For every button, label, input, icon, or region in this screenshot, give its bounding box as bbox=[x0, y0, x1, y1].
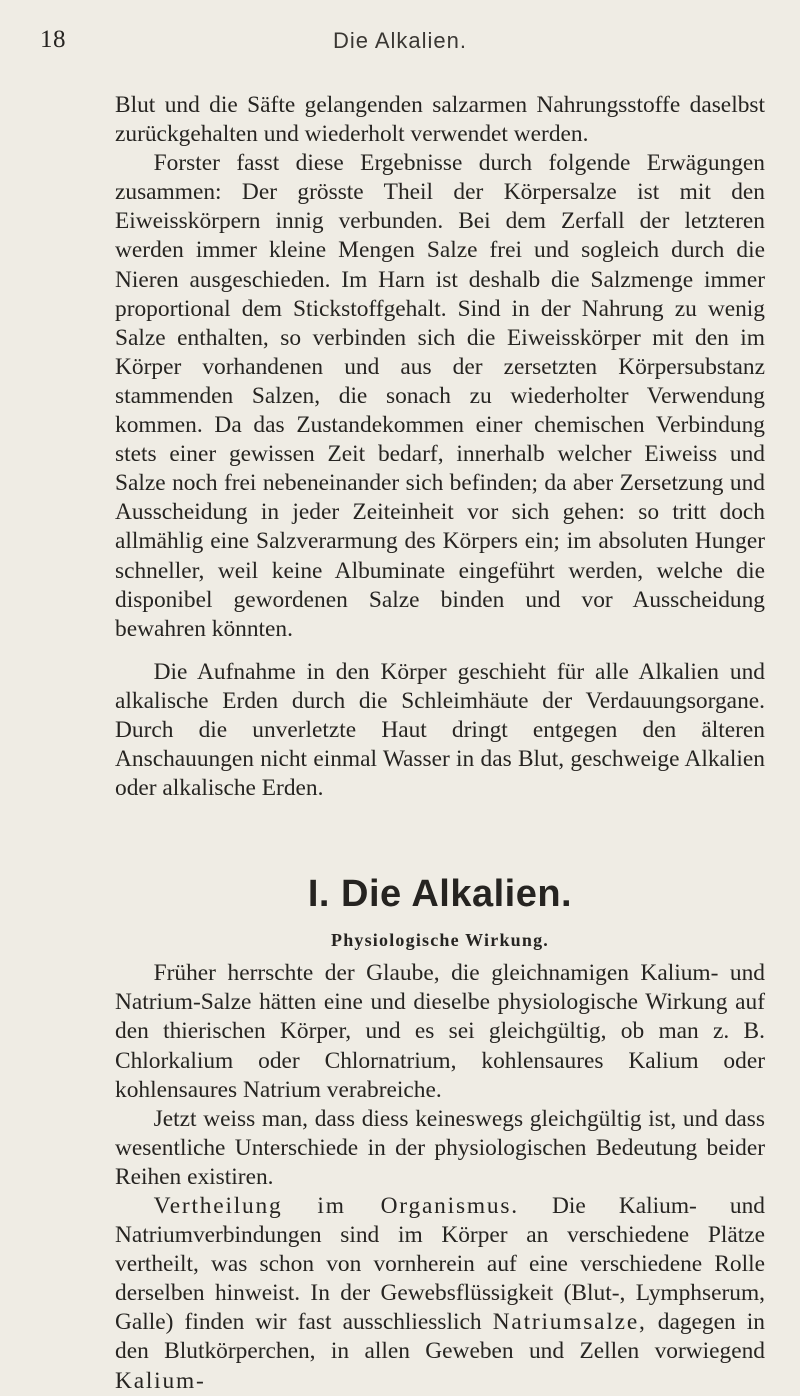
page-number: 18 bbox=[40, 26, 66, 53]
section-subheading: Physiologische Wirkung. bbox=[331, 930, 549, 951]
emphasis-kalium: Kalium- bbox=[115, 1367, 206, 1394]
running-head bbox=[0, 26, 800, 62]
paragraph-frueher: Früher herrschte der Glaube, die gleichnamigen Kalium- und Natrium-Salze hätten eine und dieselbe physiologische Wirkung auf den thierischen Körper, und es sei gleichgültig, ob man z. B. Chlorkalium oder Chlornatrium, kohlensaures Kalium oder kohlensaures Natrium verabreiche. bbox=[115, 960, 765, 1103]
paragraph-jetzt: Jetzt weiss man, dass diess keineswegs gleichgültig ist, und dass wesentliche Unterschiede in der physiologischen Bedeutung beider Reihen existiren. bbox=[115, 1105, 765, 1190]
paragraph-forster: Forster fasst diese Ergebnisse durch folgende Erwägungen zusammen: Der grösste Theil der Körpersalze ist mit den Eiweisskörpern innig verbunden. Bei dem Zerfall der letzteren werden immer kleine Mengen Salze frei und sogleich durch die Nieren ausgeschieden. Im Harn ist deshalb die Salzmenge immer proportional dem Stickstoffgehalt. Sind in der Nahrung zu wenig Salze enthalten, so verbinden sich die Eiweisskörper mit den im Körper vorhandenen und aus der zersetzten Körpersubstanz stammenden Salzen, die sonach zu wiederholter Verwendung kommen. Da das Zustandekommen einer chemischen Verbindung stets einer gewissen Zeit bedarf, innerhalb welcher Eiweiss und Salze noch frei nebeneinander sich befinden; da aber Zersetzung und Ausscheidung in jeder Zeiteinheit vor sich gehen: so tritt doch allmählig eine Salzverarmung des Körpers ein; im absoluten Hunger schneller, weil keine Albuminate eingeführt werden, welche die disponibel gewordenen Salze binden und vor Ausscheidung bewahren könnten. bbox=[115, 150, 765, 642]
paragraph-text: dagegen in den Blutkörperchen, in allen Geweben und Zellen vorwiegend bbox=[115, 1309, 765, 1365]
paragraph-vertheilung bbox=[115, 1192, 765, 1396]
paragraph-lead-term: Vertheilung im Organismus. bbox=[153, 1193, 519, 1219]
paragraph-aufnahme: Die Aufnahme in den Körper geschieht für alle Alkalien und alkalische Erden durch die Schleimhäute der Verdauungsorgane. Durch die unverletzte Haut dringt entgegen den älteren Anschauungen nicht einmal Wasser in das Blut, geschweige Alkalien oder alkalische Erden. bbox=[115, 658, 765, 802]
section-heading: I. Die Alkalien. bbox=[307, 873, 573, 916]
paragraph-continuation: Blut und die Säfte gelangenden salzarmen Nahrungsstoffe daselbst zurückgehalten und wiederholt verwendet werden. bbox=[115, 92, 765, 148]
body-text bbox=[115, 91, 765, 1396]
paragraph-text: Die Kalium- und Natriumverbindungen sind im Körper an verschiedene Plätze vertheilt, was schon von vornherein auf eine verschiedene Rolle derselben hinweist. In der Gewebsflüssigkeit (Blut-, Lymphserum, Galle) finden wir fast ausschliesslich bbox=[115, 1193, 765, 1336]
emphasis-natriumsalze: Natriumsalze, bbox=[492, 1309, 647, 1336]
running-title: Die Alkalien. bbox=[332, 28, 468, 53]
